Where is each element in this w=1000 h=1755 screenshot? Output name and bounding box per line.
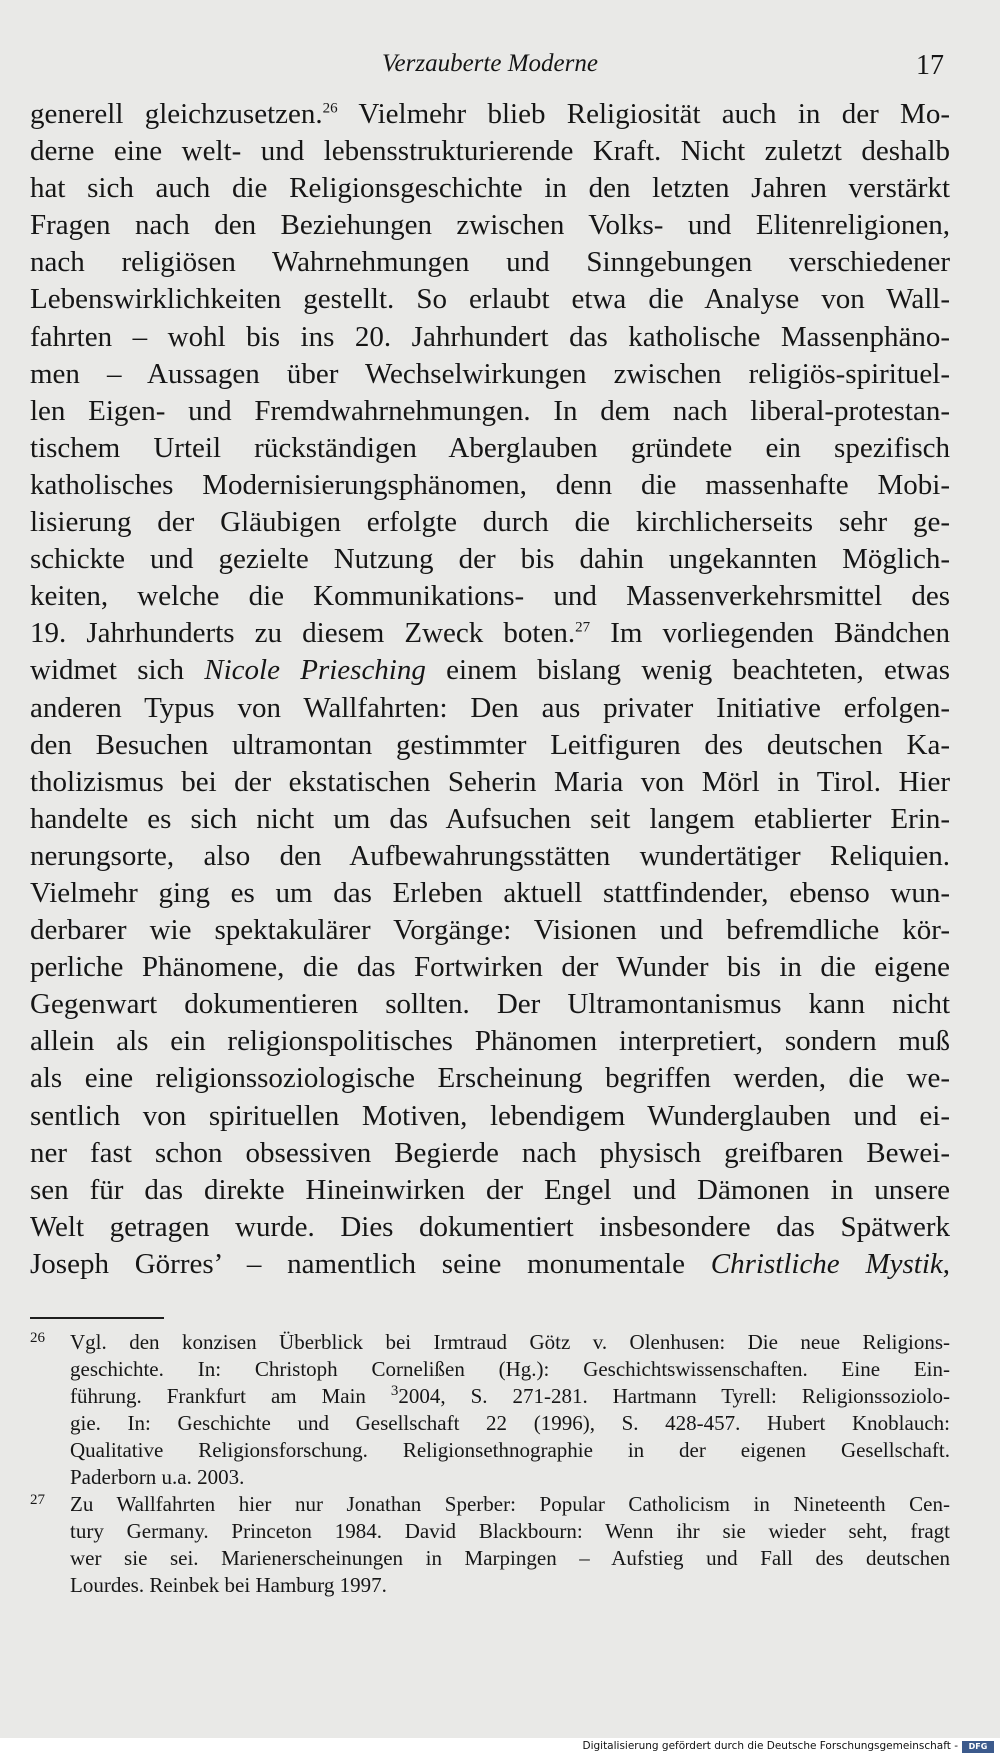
footnote-line: geschichte. In: Christoph Cornelißen (Hg.): Geschichtswissenschaften. Eine Ein-	[70, 1357, 950, 1381]
page-header	[30, 50, 950, 86]
body-line: tischem Urteil rückständigen Aberglauben gründete ein spezifisch	[30, 431, 950, 464]
footnote-ref: 26	[322, 100, 338, 117]
body-line: allein als ein religionspolitisches Phänomen interpretiert, sondern muß	[30, 1025, 950, 1058]
footnote-line	[30, 1491, 950, 1518]
footnote-number: 26	[30, 1330, 45, 1346]
body-line: ner fast schon obsessiven Begierde nach physisch greifbaren Bewei-	[30, 1136, 950, 1169]
body-line	[30, 96, 950, 133]
text-run: führung. Frankfurt am Main	[70, 1384, 391, 1408]
body-line: hat sich auch die Religionsgeschichte in den letzten Jahren verstärkt	[30, 172, 950, 205]
footnote-line	[30, 1383, 950, 1410]
body-line: perliche Phänomene, die das Fortwirken der Wunder bis in die eigene	[30, 951, 950, 984]
body-line: men – Aussagen über Wechselwirkungen zwischen religiös-spirituel-	[30, 357, 950, 390]
body-line	[30, 1246, 950, 1283]
footnote-number: 27	[30, 1492, 45, 1508]
footnote-ref: 27	[575, 619, 591, 636]
footnote-line: Paderborn u.a. 2003.	[70, 1465, 245, 1489]
body-line: handelte es sich nicht um das Aufsuchen seit langem etablierter Erin-	[30, 802, 950, 835]
edition-superscript: 3	[390, 1383, 399, 1399]
body-line: als eine religionssoziologische Erscheinung begriffen werden, die we-	[30, 1062, 950, 1095]
footnote-line: gie. In: Geschichte und Gesellschaft 22 (1996), S. 428-457. Hubert Knoblauch:	[70, 1411, 950, 1435]
footnotes	[30, 1329, 950, 1599]
body-line	[30, 652, 950, 689]
footnote-line: wer sie sei. Marienerscheinungen in Marpingen – Aufstieg und Fall des deutschen	[70, 1546, 950, 1570]
digitization-footer	[0, 1740, 1000, 1755]
text-run: ,	[942, 1247, 950, 1280]
footnote-line: Qualitative Religionsforschung. Religionsethnographie in der eigenen Gesellschaft.	[70, 1438, 950, 1462]
text-run: Vgl. den konzisen Überblick bei Irmtraud Götz v. Olenhusen: Die neue Religions-	[70, 1330, 950, 1354]
text-run: Zu Wallfahrten hier nur Jonathan Sperber: Popular Catholicism in Nineteenth Cen-	[70, 1492, 950, 1516]
body-line: katholisches Modernisierungsphänomen, denn die massenhafte Mobi-	[30, 468, 950, 501]
text-run: widmet sich	[30, 654, 205, 687]
body-line: Fragen nach den Beziehungen zwischen Volks- und Elitenreligionen,	[30, 209, 950, 242]
body-line: derne eine welt- und lebensstrukturierende Kraft. Nicht zuletzt deshalb	[30, 135, 950, 168]
body-line	[30, 615, 950, 652]
body-line: Gegenwart dokumentieren sollten. Der Ultramontanismus kann nicht	[30, 988, 950, 1021]
book-title-italic: Christliche Mystik	[710, 1247, 943, 1280]
body-line: Welt getragen wurde. Dies dokumentiert insbesondere das Spätwerk	[30, 1210, 950, 1243]
body-line: fahrten – wohl bis ins 20. Jahrhundert das katholische Massenphäno-	[30, 320, 950, 353]
body-line: Lebenswirklichkeiten gestellt. So erlaubt etwa die Analyse von Wall-	[30, 283, 950, 316]
text-run: 19. Jahrhunderts zu diesem Zweck boten.	[30, 617, 576, 650]
body-line: tholizismus bei der ekstatischen Seherin Maria von Mörl in Tirol. Hier	[30, 765, 950, 798]
body-text	[30, 96, 950, 1283]
page-number: 17	[916, 50, 944, 81]
body-line: anderen Typus von Wallfahrten: Den aus privater Initiative erfolgen-	[30, 691, 950, 724]
body-line: sen für das direkte Hineinwirken der Engel und Dämonen in unsere	[30, 1173, 950, 1206]
text-run: generell gleichzusetzen.	[30, 98, 323, 130]
text-run: Joseph Görres’ – namentlich seine monumentale	[30, 1247, 711, 1280]
text-run: Vielmehr blieb Religiosität auch in der Mo-	[337, 98, 950, 130]
body-line: Vielmehr ging es um das Erleben aktuell stattfindender, ebenso wun-	[30, 876, 950, 909]
body-line: len Eigen- und Fremdwahrnehmungen. In dem nach liberal-protestan-	[30, 394, 950, 427]
dfg-logo: DFG	[962, 1741, 994, 1753]
author-name-italic: Nicole Priesching	[204, 654, 426, 687]
running-head: Verzauberte Moderne	[382, 50, 598, 77]
footnote-line	[30, 1329, 950, 1356]
body-line: nach religiösen Wahrnehmungen und Sinngebungen verschiedener	[30, 246, 950, 279]
body-line: lisierung der Gläubigen erfolgte durch die kirchlicherseits sehr ge-	[30, 506, 950, 539]
text-run: einem bislang wenig beachteten, etwas	[425, 654, 950, 687]
body-line: sentlich von spirituellen Motiven, lebendigem Wunderglauben und ei-	[30, 1099, 950, 1132]
text-run: 2004, S. 271-281. Hartmann Tyrell: Religionssoziolo-	[398, 1384, 950, 1408]
body-line: schickte und gezielte Nutzung der bis dahin ungekannten Möglich-	[30, 543, 950, 576]
text-run: Im vorliegenden Bändchen	[590, 617, 950, 650]
footnote-separator	[30, 1317, 164, 1319]
body-line: nerungsorte, also den Aufbewahrungsstätten wundertätiger Reliquien.	[30, 839, 950, 872]
body-line: den Besuchen ultramontan gestimmter Leitfiguren des deutschen Ka-	[30, 728, 950, 761]
funding-credit: Digitalisierung gefördert durch die Deutsche Forschungsgemeinschaft -	[582, 1740, 958, 1752]
footnote-line: tury Germany. Princeton 1984. David Blackbourn: Wenn ihr sie wieder seht, fragt	[70, 1519, 950, 1543]
body-line: keiten, welche die Kommunikations- und Massenverkehrsmittel des	[30, 580, 950, 613]
body-line: derbarer wie spektakulärer Vorgänge: Visionen und befremdliche kör-	[30, 914, 950, 947]
footnote-line: Lourdes. Reinbek bei Hamburg 1997.	[70, 1573, 387, 1597]
